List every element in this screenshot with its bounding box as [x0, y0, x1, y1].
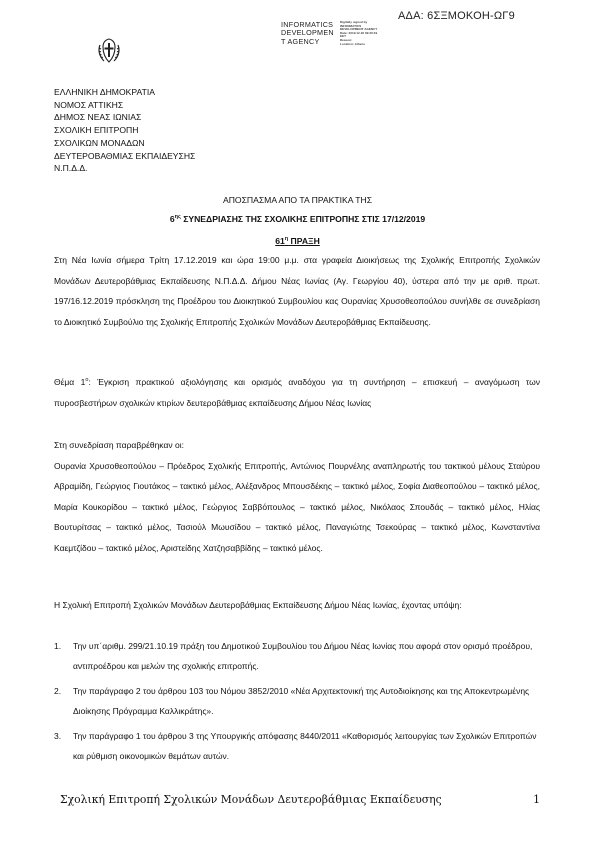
- topic-paragraph: Θέμα $1^o$: Έγκριση πρακτικού αξιολόγησης και ορισμός αναδόχου για τη συντήρηση – επισκευή – αναγόμωση των πυροσβεστήρων σχολικών κτιρίων δευτεροβάθμιας εκπαίδευσης Δήμου Νέας Ιωνίας: [54, 377, 540, 408]
- list-item: 1. Την υπ΄αριθμ. 299/21.10.19 πράξη του Δημοτικού Συμβουλίου του Δήμου Νέας Ιωνίας που αφορά στον ορισμό προέδρου, αντιπροέδρου και μελών της σχολικής επιτροπής.: [54, 641, 533, 672]
- excerpt-title: ΑΠΟΣΠΑΣΜΑ ΑΠΟ ΤΑ ΠΡΑΚΤΙΚΑ ΤΗΣ: [222, 195, 373, 205]
- issuer-line: ΝΟΜΟΣ ΑΤΤΙΚΗΣ: [54, 99, 124, 110]
- issuer-line: ΕΛΛΗΝΙΚΗ ΔΗΜΟΚΡΑΤΙΑ: [54, 87, 155, 97]
- page-number: 1: [533, 793, 540, 806]
- intro-paragraph: Στη Νέα Ιωνία σήμερα Τρίτη 17.12.2019 και ώρα 19:00 μ.μ. στα γραφεία Διοικήσεως της Σχολικής Επιτροπής Σχολικών Μονάδων Δευτεροβάθμιας Εκπαίδευσης Ν.Π.Δ.Δ. Δήμου Νέας Ιωνίας (Αγ. Γεωργίου 40), ύστερα από την με αριθ. πρωτ. 197/16.12.2019 πρόσκληση της Προέδρου του Διοικητικού Συμβουλίου κας Ουρανίας Χρυσοθεοπούλου συνήλθε σε συνεδρίαση το Διοικητικό Συμβούλιο της Σχολικής Επιτροπής Σχολικών Μονάδων Δευτεροβάθμιας Εκπαίδευσης.: [54, 255, 540, 327]
- issuer-block: [54, 86, 195, 175]
- issuer-line: ΣΧΟΛΙΚΩΝ ΜΟΝΑΔΩΝ: [54, 137, 145, 148]
- list-item: 2. Την παράγραφο 2 του άρθρου 103 του Νόμου 3852/2010 «Νέα Αρχιτεκτονική της Αυτοδιοίκησης και της Αποκεντρωμένης Διοίκησης Πρόγραμμα Καλλικράτης».: [54, 685, 530, 717]
- considerations-list: [54, 636, 540, 770]
- signature-details: Digitally signed by INFORMATICS DEVELOPMENT AGENCY Date: 2019.12.18 09:26:19 EET Reason: Location: Athens: [339, 20, 378, 46]
- attendance-section: [54, 435, 540, 559]
- ada-code: ΑΔΑ: 6ΣΞΜΟΚΟΗ-ΩΓ9: [398, 10, 515, 22]
- issuer-line: ΣΧΟΛΙΚΗ ΕΠΙΤΡΟΠΗ: [54, 125, 139, 136]
- digital-signature-stamp: [281, 21, 377, 46]
- page-footer: [60, 793, 540, 806]
- issuer-line: ΔΗΜΟΣ ΝΕΑΣ ΙΩΝΙΑΣ: [54, 112, 142, 123]
- committee-intro-paragraph: Η Σχολική Επιτροπή Σχολικών Μονάδων Δευτεροβάθμιας Εκπαίδευσης Δήμου Νέας Ιωνίας, έχοντας υπόψη:: [54, 600, 462, 610]
- issuer-line: Ν.Π.Δ.Δ.: [54, 163, 88, 174]
- signature-agency-name: INFORMATICS DEVELOPMEN T AGENCY: [281, 20, 334, 46]
- attendance-heading: Στη συνεδρίαση παραβρέθηκαν οι:: [54, 440, 184, 450]
- session-title: $6^{\eta\varsigma}$ ΣΥΝΕΔΡΙΑΣΗΣ ΤΗΣ ΣΧΟΛΙΚΗΣ ΕΠΙΤΡΟΠΗΣ ΣΤΙΣ 17/12/2019: [169, 214, 426, 224]
- attendance-list: Ουρανία Χρυσοθεοπούλου – Πρόεδρος Σχολικής Επιτροπής, Αντώνιος Πουρνέλης αναπληρωτής του τακτικού μέλους Σταύρου Αβραμίδη, Γεώργιος Γιουτάκος – τακτικό μέλος, Αλέξανδρος Μπουσδέκης – τακτικό μέλος, Σοφία Διαθεοπούλου – τακτικό μέλος, Μαρία Κουκορίδου – τακτικό μέλος, Γεώργιος Σαββόπουλος – τακτικό μέλος, Νικόλαος Σπουδάς – τακτικό μέλος, Ηλίας Βουτυρίτσας – τακτικό μέλος, Τασιούλ Μωυσίδου – τακτικό μέλος, Παναγιώτης Τσεκούρας – τακτικό μέλος, Κωνσταντίνα Καεμτζίδου – τακτικό μέλος, Αριστείδης Χατζησαββίδης – τακτικό μέλος.: [54, 460, 540, 553]
- act-title: $61^\eta$ ΠΡΑΞΗ: [275, 236, 320, 246]
- issuer-line: ΔΕΥΤΕΡΟΒΑΘΜΙΑΣ ΕΚΠΑΙΔΕΥΣΗΣ: [54, 150, 196, 161]
- greek-coat-of-arms-icon: [96, 37, 122, 65]
- footer-text: Σχολική Επιτροπή Σχολικών Μονάδων Δευτεροβάθμιας Εκπαίδευσης: [60, 793, 442, 806]
- list-item: 3. Την παράγραφο 1 του άρθρου 3 της Υπουργικής απόφασης 8440/2011 «Καθορισμός λειτουργίας των Σχολικών Επιτροπών και ρύθμιση οικονομικών θεμάτων αυτών.: [54, 730, 537, 762]
